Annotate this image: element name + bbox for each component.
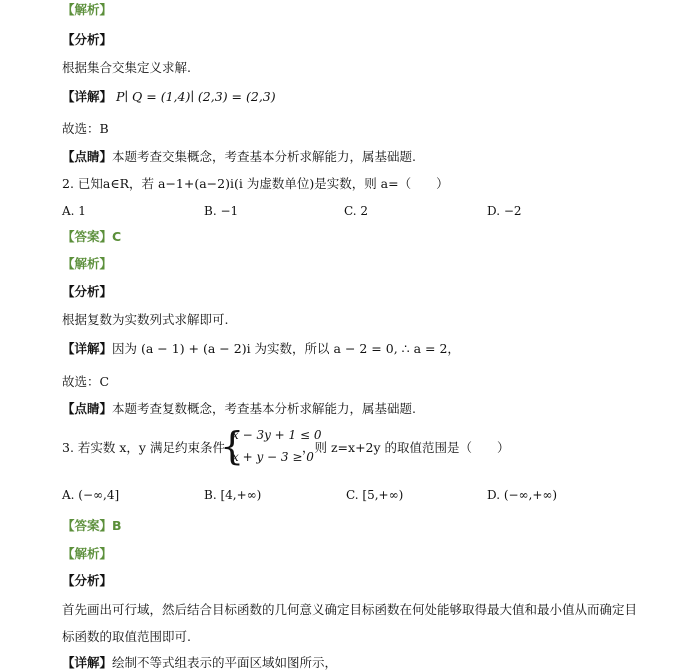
q3-option-a: A. (−∞,4]	[62, 488, 120, 502]
analysis-tag: 【解析】	[62, 546, 113, 561]
q3-option-d: D. (−∞,+∞)	[487, 488, 558, 502]
detail-heading: 【详解】	[62, 89, 113, 104]
detail-text: 绘制不等式组表示的平面区域如图所示，	[112, 655, 338, 670]
set-equation: P∣ Q = (1,4)∣ (2,3) = (2,3)	[116, 89, 276, 104]
fenxi-heading: 【分析】	[62, 573, 113, 588]
detail-line	[62, 655, 337, 671]
choice-line: 故选：C	[62, 374, 110, 389]
text-line: 首先画出可行域，然后结合目标函数的几何意义确定目标函数在何处能够取得最大值和最小值从而确定目	[62, 602, 638, 617]
analysis-tag: 【解析】	[62, 2, 113, 17]
answer-tag: 【答案】B	[62, 518, 122, 533]
choice-line: 故选：B	[62, 121, 109, 136]
fenxi-heading: 【分析】	[62, 284, 113, 299]
q2-option-d: D. −2	[487, 204, 522, 218]
constraint-2: x + y − 3 ≥ 0	[232, 450, 314, 464]
detail-heading: 【详解】	[62, 341, 113, 356]
comment-text: 本题考查复数概念，考查基本分析求解能力，属基础题.	[112, 401, 416, 416]
detail-heading: 【详解】	[62, 655, 113, 670]
comment-text: 本题考查交集概念，考查基本分析求解能力，属基础题.	[112, 149, 416, 164]
comment-line	[62, 149, 416, 165]
detail-line	[62, 341, 460, 357]
q2-option-a: A. 1	[62, 204, 86, 218]
text-line: 根据集合交集定义求解.	[62, 60, 191, 75]
left-brace: {	[220, 424, 245, 468]
q2-option-b: B. −1	[204, 204, 239, 218]
comment-heading: 【点睛】	[62, 401, 113, 416]
text-line: 根据复数为实数列式求解即可.	[62, 312, 229, 327]
answer-tag: 【答案】C	[62, 229, 122, 244]
comment-heading: 【点睛】	[62, 149, 113, 164]
constraint-1: x − 3y + 1 ≤ 0	[232, 428, 322, 442]
detail-line	[62, 89, 276, 105]
text-line-cont: 标函数的取值范围即可.	[62, 629, 191, 644]
comment-line	[62, 401, 416, 417]
analysis-tag: 【解析】	[62, 256, 113, 271]
q3-option-c: C. [5,+∞)	[346, 488, 404, 502]
detail-text: 因为 (a − 1) + (a − 2)i 为实数，所以 a − 2 = 0, ∴ a = 2，	[112, 341, 460, 356]
question-3-suffix: ，则 z=x+2y 的取值范围是（ ）	[302, 440, 510, 455]
fenxi-heading: 【分析】	[62, 32, 113, 47]
question-3-prefix: 3. 若实数 x，y 满足约束条件	[62, 440, 225, 455]
question-2: 2. 已知a∈R，若 a−1+(a−2)i(i 为虚数单位)是实数，则 a=（ ）	[62, 176, 449, 191]
q3-option-b: B. [4,+∞)	[204, 488, 262, 502]
q2-option-c: C. 2	[344, 204, 369, 218]
